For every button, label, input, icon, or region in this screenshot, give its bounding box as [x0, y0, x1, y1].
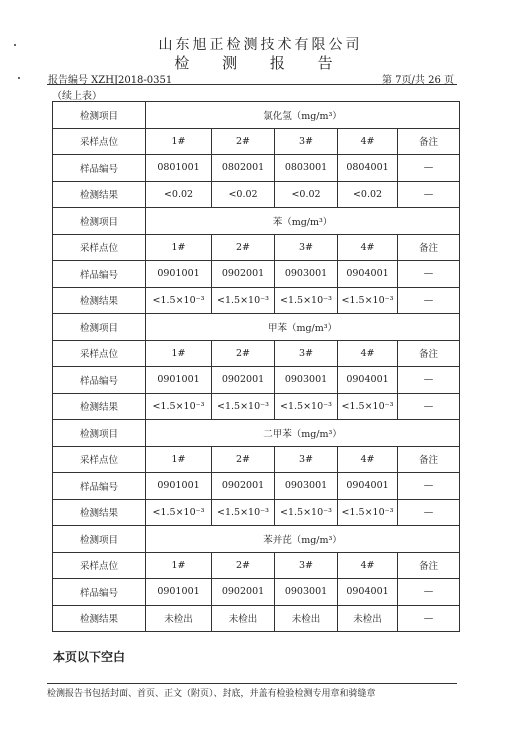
- table-cell: 采样点位: [53, 446, 146, 473]
- table-cell: 未检出: [146, 605, 212, 632]
- table-cell: <1.5×10⁻³: [275, 499, 338, 526]
- item-name-cell: 苯（mg/m³）: [146, 208, 460, 235]
- page-indicator: 第 7页/共 26 页: [382, 75, 454, 86]
- table-cell: 备注: [398, 234, 460, 261]
- sample-id-row: [53, 473, 460, 500]
- table-cell: —: [398, 499, 460, 526]
- table-cell: 0901001: [146, 367, 212, 394]
- table-cell: 检测结果: [53, 287, 146, 314]
- table-cell: 1#: [146, 340, 212, 367]
- table-cell: <1.5×10⁻³: [212, 287, 275, 314]
- table-cell: 检测结果: [53, 605, 146, 632]
- table-cell: <1.5×10⁻³: [275, 393, 338, 420]
- table-cell: —: [398, 181, 460, 208]
- table-cell: 0903001: [275, 473, 338, 500]
- table-cell: <0.02: [146, 181, 212, 208]
- table-cell: 样品编号: [53, 473, 146, 500]
- table-cell: 0902001: [212, 473, 275, 500]
- continued-label: （续上表）: [52, 91, 102, 102]
- table-cell: 0804001: [338, 155, 398, 182]
- table-cell: 0904001: [338, 261, 398, 288]
- item-name-cell: 苯并芘（mg/m³）: [146, 526, 460, 553]
- sample-id-row: [53, 155, 460, 182]
- table-cell: 2#: [212, 446, 275, 473]
- table-cell: —: [398, 393, 460, 420]
- result-row: [53, 287, 460, 314]
- table-cell: 采样点位: [53, 552, 146, 579]
- header-divider: [47, 84, 457, 85]
- table-cell: 采样点位: [53, 128, 146, 155]
- table-cell: 4#: [338, 234, 398, 261]
- sample-id-row: [53, 367, 460, 394]
- table-cell: 采样点位: [53, 340, 146, 367]
- table-cell: 2#: [212, 128, 275, 155]
- table-cell: <0.02: [338, 181, 398, 208]
- report-number: 报告编号 XZHJ2018-0351: [48, 75, 173, 86]
- table-cell: <1.5×10⁻³: [338, 499, 398, 526]
- sample-id-row: [53, 579, 460, 606]
- table-cell: 0903001: [275, 367, 338, 394]
- table-cell: 检测结果: [53, 499, 146, 526]
- table-cell: —: [398, 155, 460, 182]
- result-row: [53, 605, 460, 632]
- table-cell: 0904001: [338, 367, 398, 394]
- company-name: 山东旭正检测技术有限公司: [158, 37, 363, 53]
- table-cell: —: [398, 605, 460, 632]
- table-cell: 4#: [338, 552, 398, 579]
- item-row: [53, 208, 460, 235]
- table-cell: 3#: [275, 340, 338, 367]
- table-cell: <1.5×10⁻³: [212, 393, 275, 420]
- table-cell: 备注: [398, 340, 460, 367]
- table-cell: 3#: [275, 128, 338, 155]
- point-row: [53, 234, 460, 261]
- table-cell: 2#: [212, 552, 275, 579]
- table-cell: 4#: [338, 340, 398, 367]
- table-cell: 4#: [338, 446, 398, 473]
- result-row: [53, 181, 460, 208]
- table-cell: 0803001: [275, 155, 338, 182]
- table-cell: <1.5×10⁻³: [212, 499, 275, 526]
- table-cell: 1#: [146, 234, 212, 261]
- table-cell: 3#: [275, 446, 338, 473]
- table-cell: <0.02: [275, 181, 338, 208]
- results-table: [52, 101, 460, 632]
- table-cell: 0902001: [212, 579, 275, 606]
- result-row: [53, 393, 460, 420]
- item-label-cell: 检测项目: [53, 102, 146, 129]
- table-cell: 0801001: [146, 155, 212, 182]
- footer-divider: [47, 683, 457, 684]
- table-cell: 未检出: [212, 605, 275, 632]
- table-cell: 0901001: [146, 579, 212, 606]
- item-label-cell: 检测项目: [53, 208, 146, 235]
- table-cell: 2#: [212, 234, 275, 261]
- table-cell: 0904001: [338, 579, 398, 606]
- item-name-cell: 甲苯（mg/m³）: [146, 314, 460, 341]
- item-label-cell: 检测项目: [53, 314, 146, 341]
- table-cell: 0902001: [212, 261, 275, 288]
- table-cell: <1.5×10⁻³: [338, 287, 398, 314]
- item-row: [53, 102, 460, 129]
- table-cell: 1#: [146, 128, 212, 155]
- item-row: [53, 314, 460, 341]
- table-cell: 0903001: [275, 261, 338, 288]
- scan-speck: [18, 77, 20, 79]
- table-cell: —: [398, 367, 460, 394]
- table-cell: —: [398, 473, 460, 500]
- table-cell: —: [398, 579, 460, 606]
- document-title: 检 测 报 告: [174, 54, 347, 72]
- table-cell: 采样点位: [53, 234, 146, 261]
- table-cell: 2#: [212, 340, 275, 367]
- table-cell: 样品编号: [53, 579, 146, 606]
- table-cell: 0902001: [212, 367, 275, 394]
- point-row: [53, 446, 460, 473]
- table-cell: 样品编号: [53, 261, 146, 288]
- table-cell: 检测结果: [53, 393, 146, 420]
- point-row: [53, 552, 460, 579]
- table-cell: 备注: [398, 552, 460, 579]
- table-cell: —: [398, 261, 460, 288]
- result-row: [53, 499, 460, 526]
- item-name-cell: 二甲苯（mg/m³）: [146, 420, 460, 447]
- item-row: [53, 420, 460, 447]
- table-cell: —: [398, 287, 460, 314]
- table-cell: <0.02: [212, 181, 275, 208]
- table-cell: <1.5×10⁻³: [275, 287, 338, 314]
- table-cell: 1#: [146, 552, 212, 579]
- table-cell: 0904001: [338, 473, 398, 500]
- table-cell: 3#: [275, 552, 338, 579]
- item-name-cell: 氯化氢（mg/m³）: [146, 102, 460, 129]
- table-cell: 1#: [146, 446, 212, 473]
- point-row: [53, 128, 460, 155]
- table-cell: 样品编号: [53, 155, 146, 182]
- table-cell: 0903001: [275, 579, 338, 606]
- table-cell: <1.5×10⁻³: [146, 393, 212, 420]
- table-cell: 未检出: [275, 605, 338, 632]
- table-cell: <1.5×10⁻³: [146, 287, 212, 314]
- item-label-cell: 检测项目: [53, 420, 146, 447]
- point-row: [53, 340, 460, 367]
- table-cell: 样品编号: [53, 367, 146, 394]
- table-cell: 3#: [275, 234, 338, 261]
- footer-note: 检测报告书包括封面、首页、正文（附页）、封底，并盖有检验检测专用章和骑缝章: [47, 689, 376, 699]
- table-cell: 检测结果: [53, 181, 146, 208]
- item-label-cell: 检测项目: [53, 526, 146, 553]
- table-cell: <1.5×10⁻³: [338, 393, 398, 420]
- table-cell: 备注: [398, 128, 460, 155]
- table-cell: 备注: [398, 446, 460, 473]
- table-cell: 0901001: [146, 261, 212, 288]
- table-cell: 4#: [338, 128, 398, 155]
- blank-below-note: 本页以下空白: [53, 650, 126, 664]
- table-cell: 0802001: [212, 155, 275, 182]
- table-cell: <1.5×10⁻³: [146, 499, 212, 526]
- sample-id-row: [53, 261, 460, 288]
- item-row: [53, 526, 460, 553]
- table-cell: 0901001: [146, 473, 212, 500]
- table-cell: 未检出: [338, 605, 398, 632]
